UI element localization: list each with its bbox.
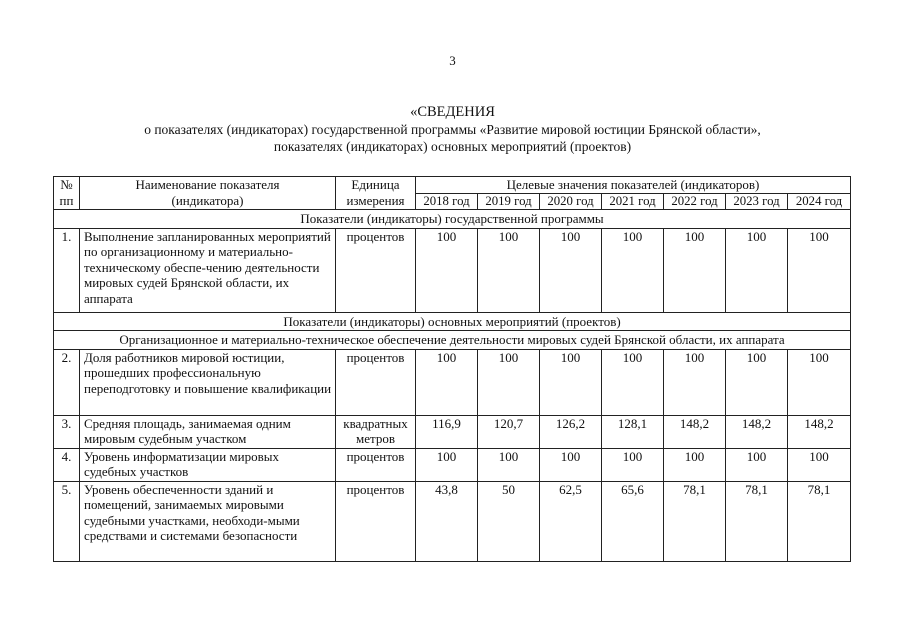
row-value: 78,1 [788,481,851,561]
header-name-label: Наименование показателя [135,177,280,192]
row-indicator-name: Уровень обеспеченности зданий и помещений, занимаемых мировыми судебными участками, необходи-мыми средствами и системами безопасности [80,481,336,561]
document-subtitle-line-2: показателях (индикаторах) основных мероприятий (проектов) [273,139,632,154]
row-number: 1. [54,228,80,312]
header-unit-label: Единица [351,177,400,192]
page-number: 3 [449,53,456,68]
row-indicator-name: Уровень информатизации мировых судебных участков [80,448,336,481]
header-year: 2021 год [602,193,664,210]
row-indicator-name: Выполнение запланированных мероприятий по организационному и материально-техническому обеспе-чению деятельности мировых судей Брянской области, их аппарата [80,228,336,312]
section-row [54,210,851,229]
header-unit-sublabel: измерения [346,192,405,208]
indicators-table [53,176,851,562]
subsection-row [54,331,851,350]
row-value: 50 [478,481,540,561]
header-year: 2018 год [416,193,478,210]
header-year: 2024 год [788,193,851,210]
row-value: 100 [664,448,726,481]
row-value: 100 [788,228,851,312]
row-unit: процентов [336,349,416,415]
row-value: 116,9 [416,415,478,448]
document-title: «СВЕДЕНИЯ [410,104,495,120]
section-row [54,312,851,331]
row-value: 100 [416,228,478,312]
row-unit: процентов [336,481,416,561]
row-value: 100 [478,448,540,481]
row-value: 100 [478,349,540,415]
row-indicator-name: Средняя площадь, занимаемая одним мировым судебным участком [80,415,336,448]
subsection-title: Организационное и материально-техническое обеспечение деятельности мировых судей Брянской области, их аппарата [54,331,851,350]
header-unit-cell [336,177,416,210]
row-value: 65,6 [602,481,664,561]
table-row [54,448,851,481]
table-row [54,415,851,448]
row-value: 100 [540,448,602,481]
row-value: 100 [664,228,726,312]
document-subtitle-line-1: о показателях (индикаторах) государственной программы «Развитие мировой юстиции Брянской области», [144,122,761,137]
header-year: 2022 год [664,193,726,210]
row-value: 128,1 [602,415,664,448]
row-value: 100 [788,448,851,481]
row-value: 100 [788,349,851,415]
header-num-label: № [60,177,73,192]
row-value: 126,2 [540,415,602,448]
header-name-cell [80,177,336,210]
row-value: 120,7 [478,415,540,448]
section-title: Показатели (индикаторы) основных мероприятий (проектов) [54,312,851,331]
row-value: 148,2 [788,415,851,448]
row-value: 100 [664,349,726,415]
header-num-cell [54,177,80,210]
header-num-sublabel: пп [59,192,74,208]
row-value: 78,1 [664,481,726,561]
row-value: 100 [602,448,664,481]
section-title: Показатели (индикаторы) государственной программы [54,210,851,229]
row-value: 148,2 [726,415,788,448]
row-number: 2. [54,349,80,415]
header-name-sublabel: (индикатора) [171,192,244,208]
row-unit: процентов [336,448,416,481]
row-value: 100 [540,228,602,312]
row-number: 3. [54,415,80,448]
row-value: 100 [416,448,478,481]
table-row [54,228,851,312]
row-value: 100 [726,448,788,481]
row-number: 4. [54,448,80,481]
table-row [54,481,851,561]
row-value: 100 [540,349,602,415]
row-value: 100 [602,228,664,312]
row-value: 78,1 [726,481,788,561]
document-heading [0,104,905,155]
header-year: 2020 год [540,193,602,210]
row-value: 100 [416,349,478,415]
row-value: 100 [726,228,788,312]
row-value: 100 [602,349,664,415]
table-row [54,349,851,415]
row-value: 100 [478,228,540,312]
row-number: 5. [54,481,80,561]
row-indicator-name: Доля работников мировой юстиции, прошедших профессиональную переподготовку и повышение квалификации [80,349,336,415]
row-value: 100 [726,349,788,415]
table-header-row-1 [54,177,851,194]
header-year: 2023 год [726,193,788,210]
header-year: 2019 год [478,193,540,210]
row-value: 148,2 [664,415,726,448]
row-unit: процентов [336,228,416,312]
header-target-values: Целевые значения показателей (индикаторов) [416,177,851,194]
row-value: 62,5 [540,481,602,561]
row-unit: квадратных метров [336,415,416,448]
row-value: 43,8 [416,481,478,561]
